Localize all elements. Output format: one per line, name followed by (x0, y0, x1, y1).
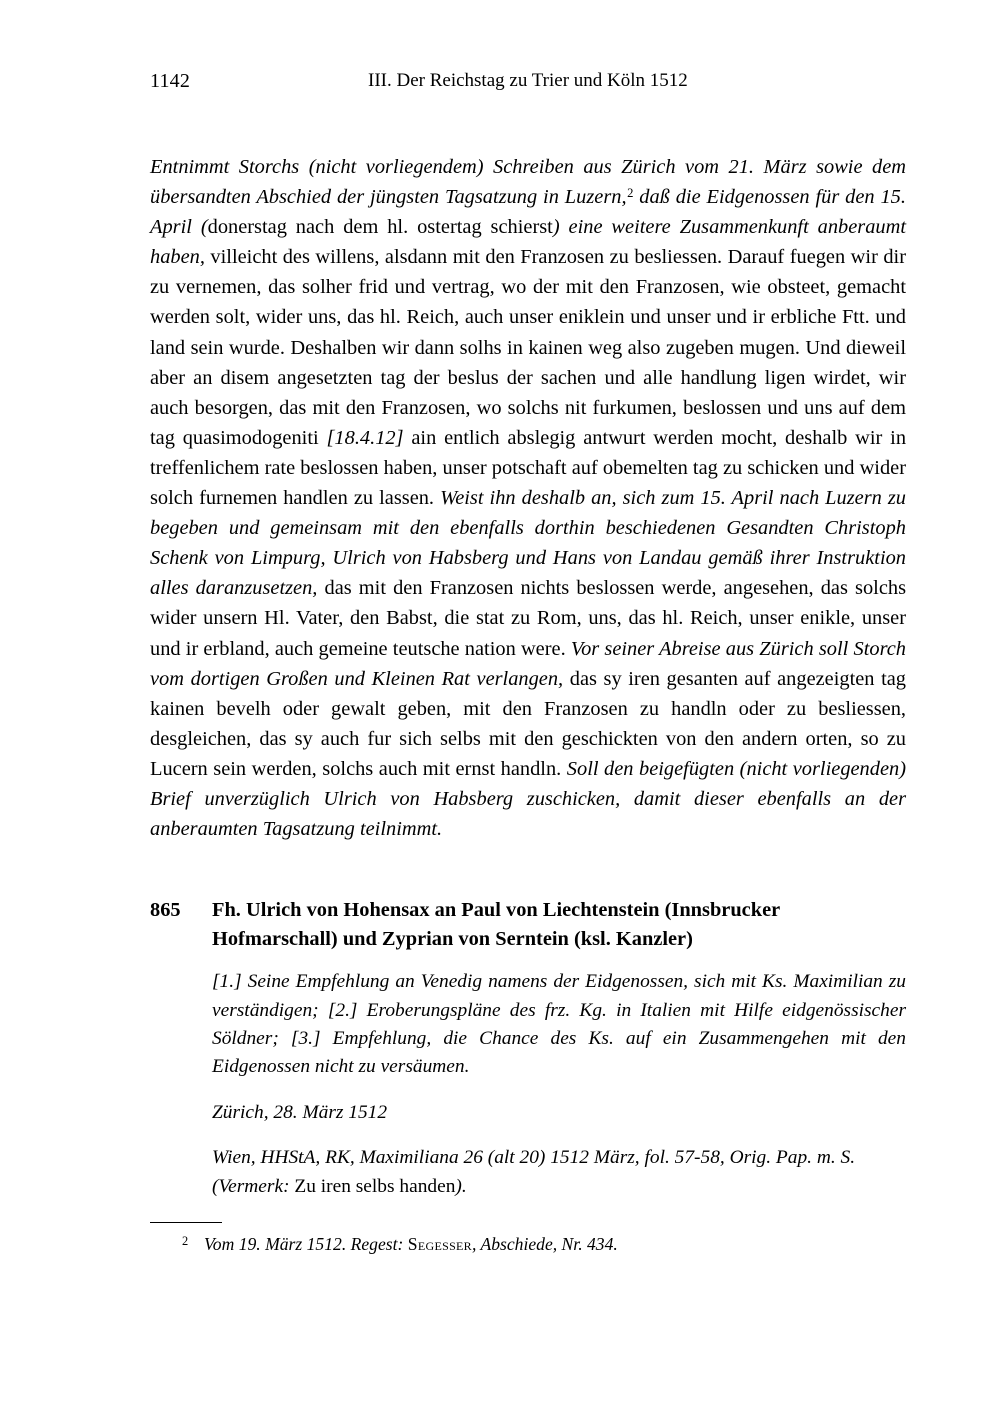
running-head-title: III. Der Reichstag zu Trier und Köln 1512 (368, 70, 688, 91)
footnote-area (150, 1222, 906, 1257)
footnote-marker: 2 (182, 1234, 189, 1248)
body-segment-roman: ain entlich abslegig antwurt werden mocht, deshalb wir in treffenlichem rate beslossen haben, unser potschaft auf obemelten tag zu schicken und wider solch furnemen handlen zu lassen. (150, 426, 907, 510)
footnote-text (182, 1232, 618, 1257)
body-segment-italic: daß die Eidgenossen für den 15. April ( (150, 186, 906, 239)
archive-segment-italic: ). (455, 1175, 467, 1197)
body-segment-italic: ) eine weitere Zusammenkunft anberaumt haben, (150, 216, 907, 269)
body-segment-roman: donerstag nach dem hl. ostertag schierst (207, 216, 553, 239)
body-segment-date-bracket: [18.4.12] (326, 426, 404, 449)
entry-heading (150, 896, 906, 954)
footnote-author: Segesser (407, 1234, 472, 1254)
body-segment-roman: das mit den Franzosen nichts beslossen werde, angesehen, das solchs wider unsern Hl. Vater, den Babst, die stat zu Rom, uns, das hl. Reich, unser enikle, unser und ir erbland, auch gemeine teutsche nation were. (150, 577, 907, 660)
entry-number: 865 (150, 899, 181, 922)
entry-dateline: Zürich, 28. März 1512 (212, 1101, 388, 1123)
body-segment-italic: Vor seiner Abreise aus Zürich soll Storch vom dortigen Großen und Kleinen Rat verlangen, (150, 637, 906, 690)
entry-title: Fh. Ulrich von Hohensax an Paul von Liechtenstein (Innsbrucker Hofmarschall) und Zyprian von Serntein (ksl. Kanzler) (212, 899, 780, 951)
entry-archival-reference (212, 1144, 906, 1201)
body-segment-roman: das sy iren gesanten auf angezeigten tag kainen bevelh oder gewalt geben, mit den Franzosen zu handln oder zu besliessen, desgleichen, das sy auch fur sich selbs mit den geschickten von den andern orten, so zu Lucern sein werden, solchs auch mit ernst handln. (150, 667, 906, 780)
page-number: 1142 (150, 70, 191, 92)
body-segment-italic: Entnimmt Storchs (nicht vorliegendem) Schreiben aus Zürich vom 21. März sowie dem übersandten Abschied der jüngsten Tagsatzung in Luzern, (150, 156, 906, 209)
body-paragraph (150, 152, 906, 844)
body-segment-italic: Soll den beigefügten (nicht vorliegenden) Brief unverzüglich Ulrich von Habsberg zuschicken, damit dieser ebenfalls an der anberaumten Tagsatzung teilnimmt. (150, 757, 906, 841)
footnote-segment-italic: , Abschiede, Nr. 434. (471, 1234, 618, 1254)
archive-segment-italic: Wien, HHStA, RK, Maximiliana 26 (alt 20) 1512 März, fol. 57-58, Orig. Pap. m. S. (Vermerk: (212, 1147, 856, 1197)
footnote-separator-rule (150, 1222, 222, 1223)
document-entry (150, 896, 906, 1201)
running-head (150, 0, 906, 114)
footnote-reference: 2 (627, 185, 634, 200)
entry-regest: [1.] Seine Empfehlung an Venedig namens der Eidgenossen, sich mit Ks. Maximilian zu verständigen; [2.] Eroberungspläne des frz. Kg. in Italien mit Hilfe eidgenössischer Söldner; [3.] Empfehlung, die Chance des Ks. auf ein Zusammengehen mit den Eidgenossen nicht zu versäumen. (212, 971, 906, 1078)
page-content (150, 0, 906, 1201)
entry-body (150, 968, 906, 1201)
footnote-segment-italic: Vom 19. März 1512. Regest: (204, 1234, 408, 1254)
footnote-item (150, 1232, 906, 1257)
archive-segment-roman: Zu iren selbs handen (289, 1175, 456, 1197)
body-segment-italic: Weist ihn deshalb an, sich zum 15. April nach Luzern zu begeben und gemeinsam mit den ebenfalls dorthin beschiedenen Gesandten Christoph Schenk von Limpurg, Ulrich von Habsberg und Hans von Landau gemäß ihrer Instruktion alles daranzusetzen, (150, 487, 906, 600)
body-segment-roman: villeicht des willens, alsdann mit den Franzosen zu besliessen. Darauf fuegen wir dir zu vernemen, das solher frid und vertrag, wo der mit den Franzosen, wie obsteet, gemacht werden solt, wider uns, das hl. Reich, auch unser eniklein und unser und ir erbliche Ftt. und land sein wurde. Deshalben wir dann solhs in kainen weg also zugeben mugen. Und dieweil aber an disem angesetzten tag der beslus der sachen und alle handlung ligen wirdet, wir auch besorgen, das mit den Franzosen, wo solchs nit furkumen, beslossen und uns auf dem tag quasimodogeniti (150, 246, 906, 449)
